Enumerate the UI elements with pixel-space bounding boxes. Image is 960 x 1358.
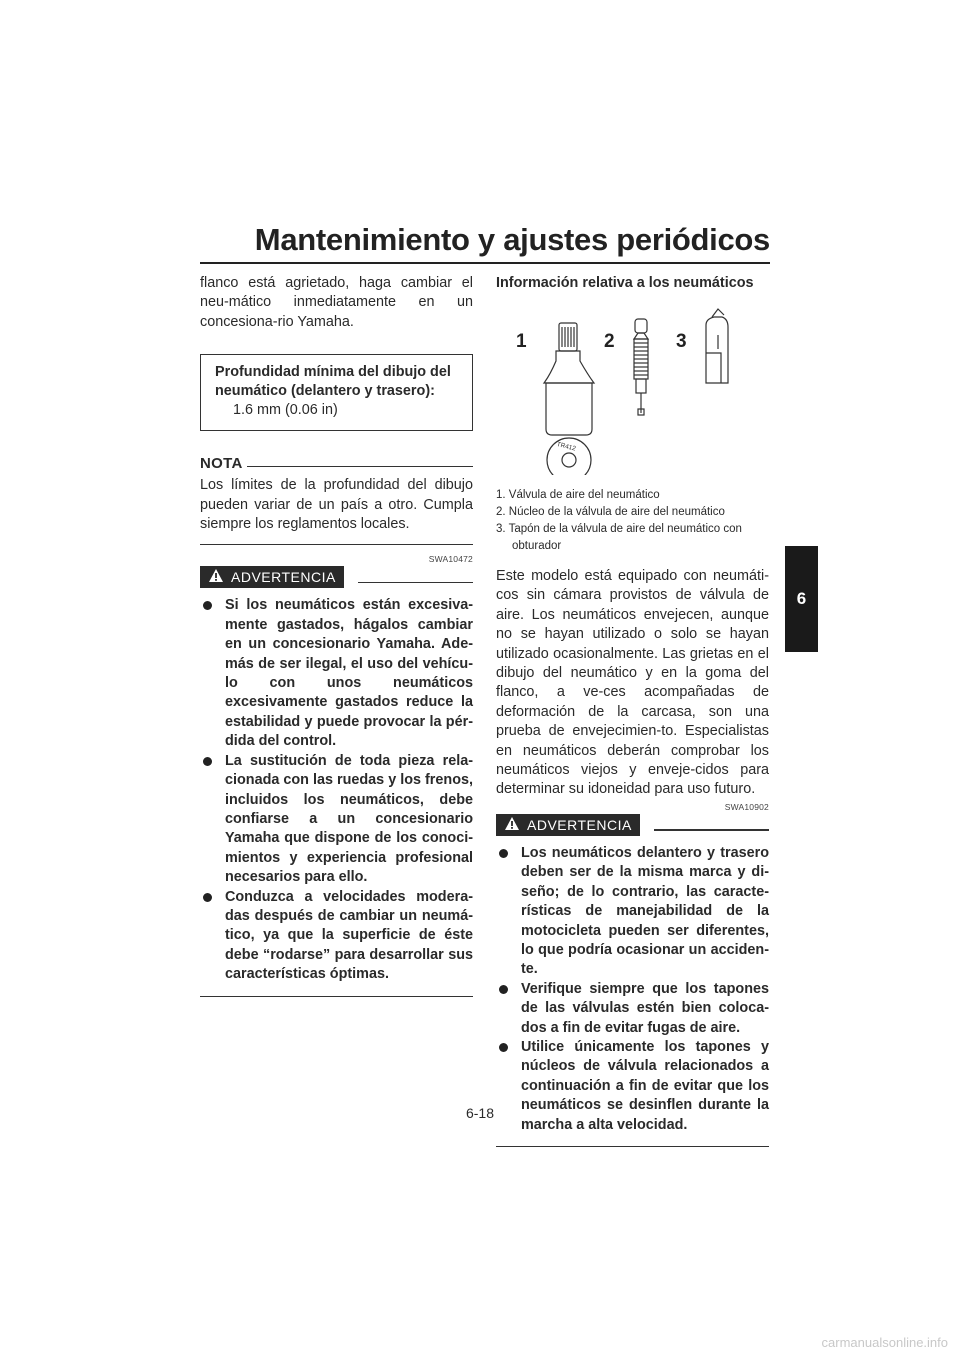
spec-value: 1.6 mm (0.06 in) — [233, 402, 338, 419]
caption-item: 2. Núcleo de la válvula de aire del neumático — [496, 506, 725, 518]
section-title: Información relativa a los neumáticos — [496, 275, 754, 291]
tire-valve-icon — [544, 323, 594, 435]
warning-item: Utilice únicamente los tapones y núcleos de válvula relacionados a continuación a fin de evitar que los neumáticos se desinflen durante la marcha a alta velocidad. — [496, 1038, 769, 1135]
figure-label-3: 3 — [676, 331, 687, 352]
warning-label: ADVERTENCIA — [231, 569, 336, 586]
valve-cap-icon — [706, 309, 728, 383]
warning-badge — [496, 814, 640, 836]
valve-figure — [496, 305, 769, 475]
warning-end-rule — [496, 1146, 769, 1147]
warning-item: Los neumáticos delantero y trasero deben ser de la misma marca y di-seño; de lo contrario, las caracte-rísticas de manejabilidad de la motocicleta pueden ser diferentes, lo que podría ocasionar un acciden-te. — [496, 844, 769, 980]
nota-end-rule — [200, 544, 473, 545]
figure-label-2: 2 — [604, 331, 615, 352]
intro-paragraph: flanco está agrietado, haga cambiar el neu-mático inmediatamente en un concesiona-rio Yamaha. — [200, 275, 473, 330]
nota-text: Los límites de la profundidad del dibujo pueden variar de un país a otro. Cumpla siempre los reglamentos locales. — [200, 477, 473, 533]
chapter-tab[interactable]: 6 — [785, 546, 818, 652]
title-divider — [200, 262, 770, 264]
nota-rule — [247, 466, 473, 467]
caption-item: 1. Válvula de aire del neumático — [496, 489, 660, 501]
warning-list — [496, 844, 769, 1135]
warning-item: La sustitución de toda pieza rela-cionada con las ruedas y los frenos, incluidos los neumáticos, debe confiarse a un concesionario Yamaha que dispone de los conoci-mientos y experiencia profesional necesarios para ello. — [200, 752, 473, 888]
warning-badge — [200, 566, 344, 588]
warning-triangle-icon — [208, 568, 224, 586]
warning-end-rule — [200, 996, 473, 997]
warning-triangle-icon — [504, 816, 520, 834]
spec-box — [200, 354, 473, 431]
caption-item: 3. Tapón de la válvula de aire del neumático con obturador — [496, 523, 742, 552]
warning-rule — [358, 582, 473, 583]
left-column — [200, 274, 473, 997]
warning-heading — [496, 814, 769, 836]
spec-label-line2: neumático (delantero y trasero): — [215, 383, 435, 400]
embossed-text: TR412 — [555, 441, 577, 453]
watermark[interactable]: carmanualsonline.info — [821, 1335, 948, 1350]
warning-item: Conduzca a velocidades modera-das después de cambiar un neumá-tico, ya que la superficie de éste debe “rodarse” para desarrollar sus características óptimas. — [200, 888, 473, 985]
page-title: Mantenimiento y ajustes periódicos — [254, 222, 770, 257]
figure-label-1: 1 — [516, 331, 527, 352]
nota-heading — [200, 455, 473, 472]
valve-diagram — [496, 305, 769, 475]
page-number: 6-18 — [465, 1105, 495, 1121]
warning-list — [200, 596, 473, 984]
right-column — [496, 274, 769, 1147]
warning-heading — [200, 566, 473, 588]
warning-label: ADVERTENCIA — [527, 816, 632, 833]
warning-rule — [654, 829, 769, 830]
warning-code: SWA10902 — [724, 801, 769, 812]
warning-item: Si los neumáticos están excesiva-mente gastados, hágalos cambiar en un concesionario Yamaha. Ade-más de ser ilegal, el uso del vehícu-lo con unos neumáticos excesivamente gastados reduce la estabilidad y puede provocar la pér-dida del control. — [200, 596, 473, 751]
warning-item: Verifique siempre que los tapones de las válvulas estén bien coloca-dos a fin de evitar fugas de aire. — [496, 980, 769, 1038]
nota-heading-text: NOTA — [200, 455, 243, 473]
figure-captions — [496, 487, 769, 555]
valve-core-icon — [634, 319, 648, 415]
body-paragraph: Este modelo está equipado con neumáti-cos sin cámara provistos de válvula de aire. Los neumáticos envejecen, aunque no se hayan utilizado o solo se hayan utilizado ocasionalmente. Las grietas en el dibujo del neumático y en la goma del flanco, a ve-ces acompañadas de deformación de la carcasa, son una prueba de envejecimien-to. Especialistas en neumáticos deberán comprobar los neumáticos viejos y enveje-cidos para determinar su idoneidad para uso futuro. — [496, 568, 769, 798]
spec-label-line1: Profundidad mínima del dibujo del — [215, 364, 451, 381]
warning-code: SWA10472 — [428, 554, 473, 565]
